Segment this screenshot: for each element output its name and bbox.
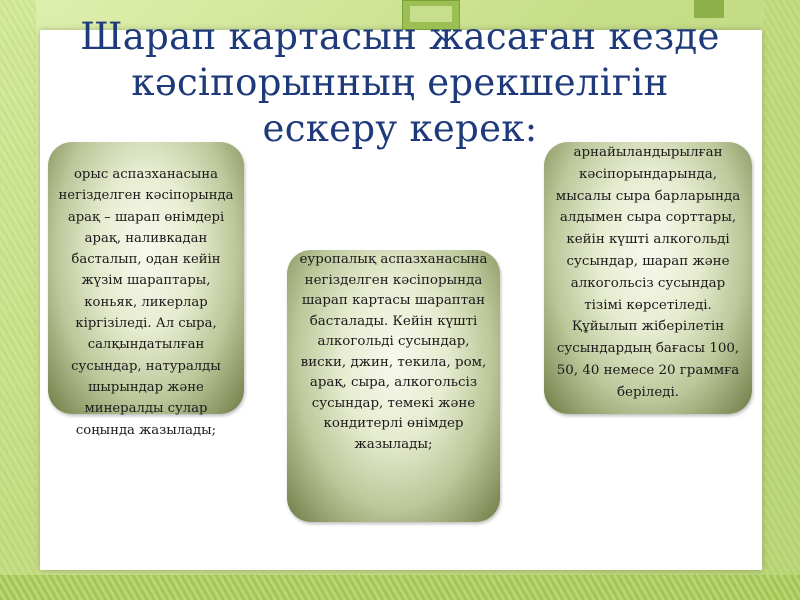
bottom-pattern-band [0,575,800,600]
left-pattern [0,0,36,600]
text-box-specialized [544,142,752,414]
text-box-right-text: арнайыландырылған кәсіпорындарында, мысалы сыра барларында алдымен сыра сорттары, кейін күшті алкогольді сусындар, шарап және алкогольсіз сусындар тізімі көрсетіледі. Құйылып жіберілетін сусындардың бағасы 100, 50, 40 немесе 20 граммға беріледі. [555,145,741,400]
text-box-european-cuisine [287,250,500,522]
text-box-middle-text: еуропалық аспазханасына негізделген кәсіпорында шарап картасы шараптан басталады. Кейін күшті алкогольді сусындар, виски, джин, текила, ром, арақ, сыра, алкогольсіз сусындар, темекі және кондитерлі өнімдер жазылады; [299,252,488,452]
text-box-left-text: орыс аспазханасына негізделген кәсіпорында арақ – шарап өнімдері арақ, наливкадан басталып, одан кейін жүзім шараптары, коньяк, ликерлар кіргізіледі. Ал сыра, салқындатылған сусындар, натуралды шырындар және минералды сулар соңында жазылады; [58,167,234,438]
right-pattern [764,0,800,600]
slide-title: Шарап картасын жасаған кезде кәсіпорынның ерекшелігін ескеру керек: [80,15,720,150]
text-box-russian-cuisine [48,142,244,438]
